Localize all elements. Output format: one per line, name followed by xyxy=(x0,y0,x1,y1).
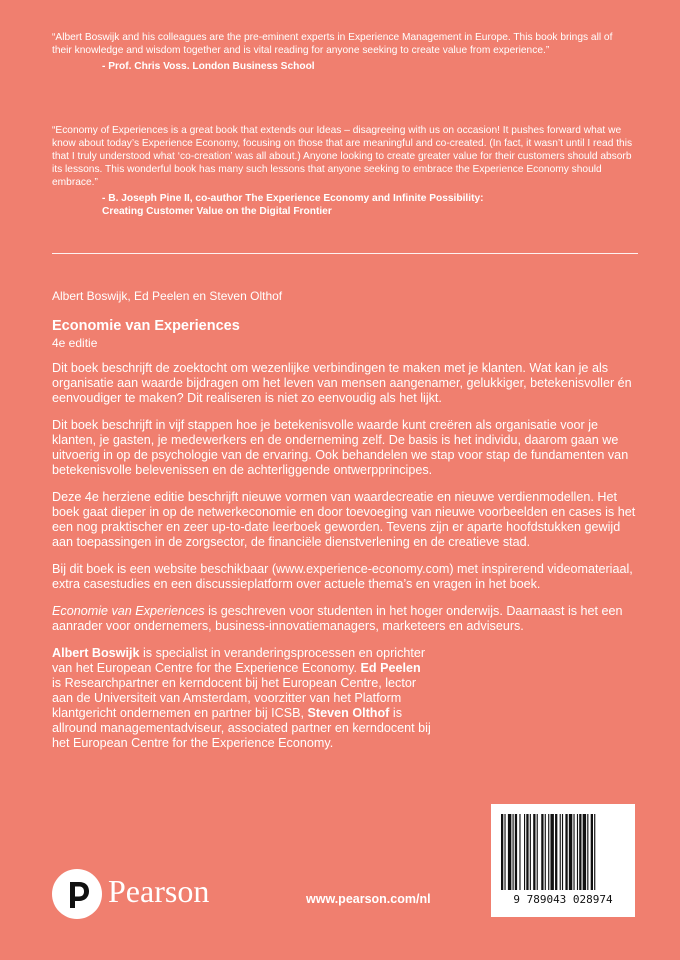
isbn-number: 9 789043 028974 xyxy=(513,893,613,906)
quote-attribution-line1: - B. Joseph Pine II, co-author The Experience Economy and Infinite Possibility: xyxy=(102,193,484,204)
endorsement-quote-voss xyxy=(52,31,634,73)
barcode-bar xyxy=(562,814,563,890)
barcode-bar xyxy=(504,814,505,890)
barcode-bar xyxy=(530,814,531,890)
barcode-bar xyxy=(526,814,528,890)
barcode-bars xyxy=(501,814,625,890)
blurb-paragraph-2: Dit boek beschrijft in vijf stappen hoe je betekenisvolle waarde kunt creëren als organisatie voor je klanten, je gasten, je medewerkers en de onderneming zelf. De basis is het individu, daarom gaan we uitvoerig in op de psychologie van de ervaring. Ook behandelen we stap voor stap de fundamenten van betekenisvolle belevenissen en de achterliggende ontwerpprincipes. xyxy=(52,418,629,477)
bio-name-peelen: Ed Peelen xyxy=(360,661,421,675)
audience-paragraph xyxy=(52,604,638,634)
barcode-bar xyxy=(577,814,578,890)
bio-name-olthof: Steven Olthof xyxy=(307,706,390,720)
barcode-bar xyxy=(515,814,517,890)
quote-text: “Albert Boswijk and his colleagues are the pre-eminent experts in Experience Management in Europe. This book brings all of their knowledge and wisdom together and is vital reading for anyone seeking to create value from experience.” xyxy=(52,32,613,56)
barcode-bar xyxy=(541,814,543,890)
quote-attribution: - Prof. Chris Voss. London Business School xyxy=(102,61,315,72)
barcode-bar xyxy=(569,814,572,890)
blurb-paragraph-1: Dit boek beschrijft de zoektocht om wezenlijke verbindingen te maken met je klanten. Wat kan je als organisatie aan waarde bijdragen om het leven van mensen aangenamer, gelukkiger, betekenisvoller én eenvoudiger te maken? Dit realiseren is niet zo eenvoudig als het lijkt. xyxy=(52,361,632,405)
audience-book-title: Economie van Experiences xyxy=(52,604,205,618)
barcode-bar xyxy=(513,814,514,890)
quote-text: “Economy of Experiences is a great book that extends our Ideas – disagreeing with us on occasion! It pushes forward what we know about today’s Experience Economy, focusing on those that are meaningful and co-created. (In fact, it wasn’t until I read this that I truly understood what ‘co-creation’ was all about.) Anyone looking to create greater value for their customers should absorb its lessons. This wonderful book has many such lessons that anyone seeking to embrace the Experience Economy should embrace.” xyxy=(52,125,633,188)
bio-text-peelen: is Researchpartner en kerndocent bij het European Centre, lector aan de Universiteit van Amsterdam, voorzitter van het Platform klantgericht ondernemen en partner bij ICSB, xyxy=(52,676,417,720)
author-bio xyxy=(52,646,432,751)
quote-attribution-line2: Creating Customer Value on the Digital Frontier xyxy=(102,206,332,217)
blurb-paragraph-4: Bij dit boek is een website beschikbaar (www.experience-economy.com) met inspirerend videomateriaal, extra casestudies en een discussieplatform over actuele thema’s en vragen in het boek. xyxy=(52,562,633,591)
bio-text-boswijk: is specialist in veranderingsprocessen en oprichter van het European Centre for the Experience Economy. xyxy=(52,646,426,675)
barcode-bar xyxy=(533,814,535,890)
book-authors: Albert Boswijk, Ed Peelen en Steven Olthof xyxy=(52,289,283,303)
book-edition: 4e editie xyxy=(52,336,98,350)
barcode-bar xyxy=(583,814,586,890)
bio-name-boswijk: Albert Boswijk xyxy=(52,646,140,660)
barcode-bar xyxy=(524,814,525,890)
barcode-bar xyxy=(573,814,574,890)
blurb xyxy=(52,361,638,763)
barcode-bar xyxy=(548,814,549,890)
barcode-bar xyxy=(587,814,588,890)
barcode-bar xyxy=(591,814,593,890)
blurb-paragraph-3: Deze 4e herziene editie beschrijft nieuwe vormen van waardecreatie en nieuwe verdienmodellen. Het boek gaat dieper in op de netwerkeconomie en door toevoeging van nieuwe voorbeelden en cases is het een nog praktischer en zeer up-to-date leerboek geworden. Tevens zijn er aparte hoofdstukken gewijd aan toepassingen in de zorgsector, de financiële dienstverlening en de creatieve stad. xyxy=(52,490,636,549)
barcode-bar xyxy=(545,814,546,890)
pearson-p-logo-icon xyxy=(52,869,102,919)
barcode-bar xyxy=(537,814,538,890)
barcode-bar xyxy=(519,814,520,890)
publisher-url: www.pearson.com/nl xyxy=(306,892,431,906)
endorsement-quote-pine xyxy=(52,124,634,218)
publisher-name: Pearson xyxy=(108,873,210,909)
barcode-bar xyxy=(555,814,557,890)
barcode-bar xyxy=(594,814,595,890)
barcode-bar xyxy=(560,814,561,890)
book-title: Economie van Experiences xyxy=(52,318,240,334)
bio-text-olthof: is allround managementadviseur, associated partner en kerndocent bij het European Centre for the Experience Economy. xyxy=(52,706,431,750)
isbn-barcode xyxy=(491,804,635,917)
barcode-bar xyxy=(565,814,567,890)
barcode-bar xyxy=(508,814,511,890)
barcode-bar xyxy=(501,814,503,890)
audience-text: is geschreven voor studenten in het hoger onderwijs. Daarnaast is het een aanrader voor ondernemers, business-innovatiemanagers, marketeers en adviseurs. xyxy=(52,604,623,633)
divider xyxy=(52,253,638,254)
barcode-bar xyxy=(579,814,581,890)
barcode-bar xyxy=(550,814,553,890)
